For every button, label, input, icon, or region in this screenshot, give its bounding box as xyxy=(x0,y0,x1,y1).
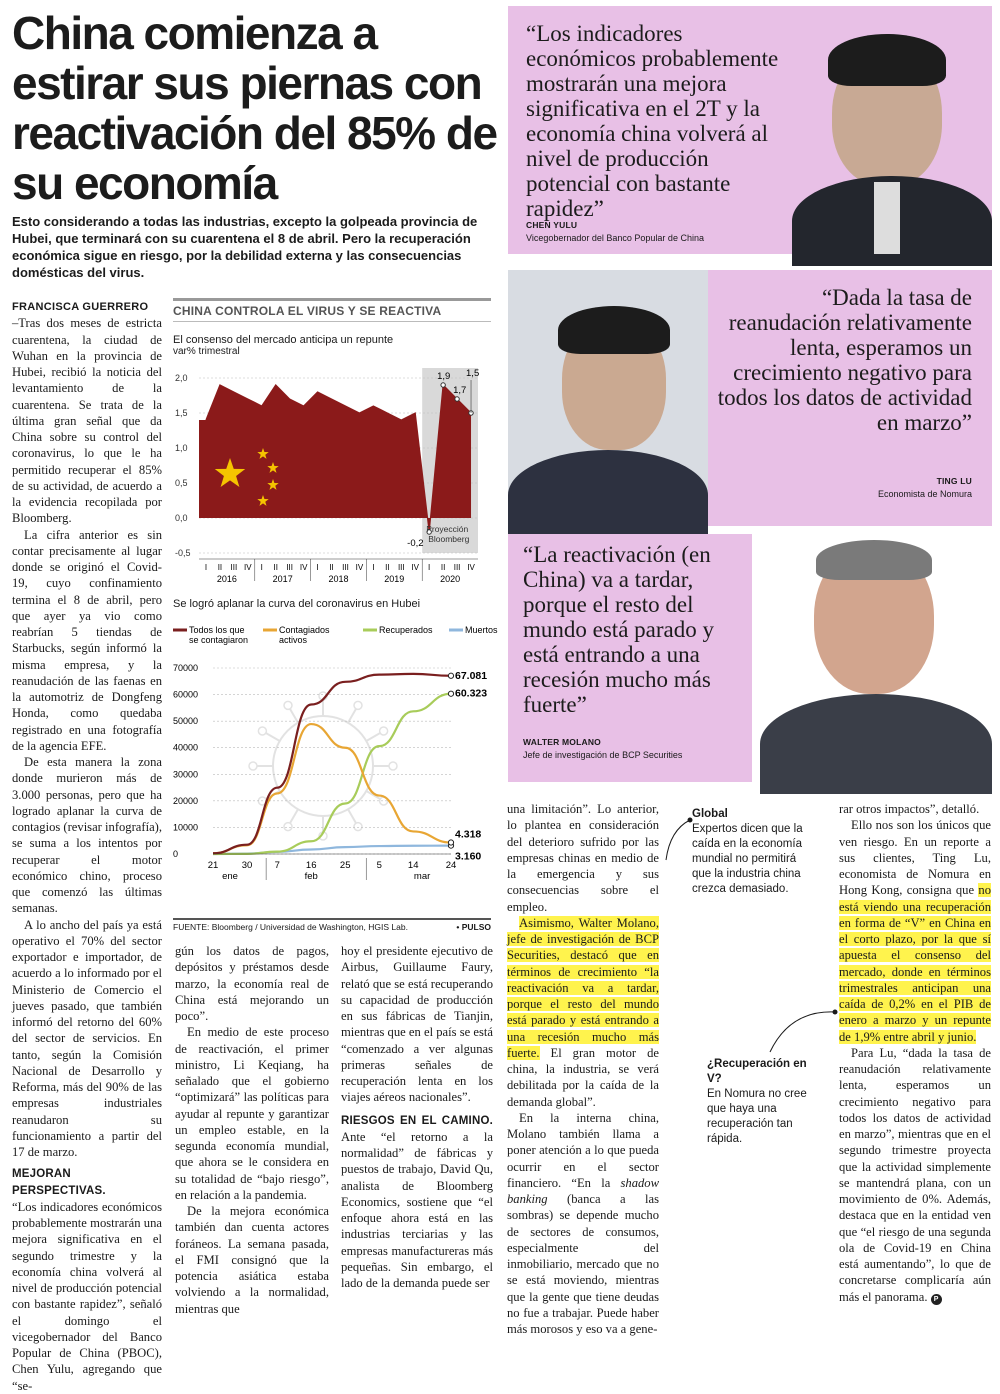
end-point xyxy=(448,840,453,845)
virus-spike-tip xyxy=(284,701,292,709)
paragraph: gún los datos de pagos, depósitos y préstamos desde marzo, la economía real de China está mejorando un poco”. xyxy=(175,944,329,1023)
virus-spike xyxy=(290,809,298,823)
legend-label: activos xyxy=(279,635,308,645)
arrow-global xyxy=(666,820,690,860)
x-tick-label: IV xyxy=(244,563,252,572)
x-tick-label: IV xyxy=(411,563,420,572)
portrait-ting-lu xyxy=(508,270,708,526)
paragraph: A lo ancho del país ya está operativo el 70% del sector exportador e importador, de acuerdo a lo informado por el Ministerio de Comercio el jueves pasado, que también informó del retorno del 60% del sector de servicios. En tanto, según la Comisión Nacional de Desarrollo y Reforma, más del 90% de las empresas industriales reanudaron su funcionamiento a partir del 17 de marzo. xyxy=(12,917,162,1159)
paragraph-text: (banca a las sombras) se depende mucho de sectores de consumos, especialmente del inmobiliario, mercado que no se está moviendo, mientras que la gente que tiene deudas no fue a trabajar. Puede haber más morosos y eso va a gene- xyxy=(507,1192,659,1336)
highlighted-text: Asimismo, Walter Molano, jefe de investigación de BCP Securities, destacó que en términos de crecimiento “la reactivación va a tardar, porque el resto del mundo está parado y está entrando a una recesión mucho más fuerte. xyxy=(507,915,659,1060)
portrait-walter-molano xyxy=(752,534,992,782)
subhead-riesgos: RIESGOS EN EL CAMINO. xyxy=(341,1114,493,1127)
quote-author-name: TING LU xyxy=(936,476,972,486)
month-label: ene xyxy=(222,871,238,882)
x-tick-label: IV xyxy=(355,563,364,572)
end-value-label: 67.081 xyxy=(455,669,488,682)
x-tick-label: 30 xyxy=(241,860,253,871)
quote-author-role: Economista de Nomura xyxy=(877,489,972,499)
highlighted-text: no está viendo una recuperación en forma de “V” en China en el corto plazo, por la que sí apuesta el consenso del mercado, donde en términos trimestrales anticipan una caída de 0,2% en el PIB de enero a marzo y un repunte de 1,9% entre abril y junio. xyxy=(839,883,991,1044)
x-tick-label: I xyxy=(316,563,319,572)
arrow-v xyxy=(770,1012,835,1052)
sidebar-v-text: En Nomura no cree que haya una recuperación tan rápida. xyxy=(707,1088,807,1145)
x-tick-label: 7 xyxy=(274,860,280,871)
y-tick-label: 50000 xyxy=(173,716,199,727)
paragraph: rar otros impactos”, detalló. xyxy=(839,802,980,816)
gdp-chart-title: El consenso del mercado anticipa un repunte xyxy=(173,334,394,346)
x-tick-label: III xyxy=(230,563,238,572)
data-point xyxy=(455,397,459,401)
x-tick-label: 14 xyxy=(407,860,419,871)
virus-illustration-icon xyxy=(249,692,397,840)
article-column-3 xyxy=(341,943,493,1291)
virus-spike xyxy=(290,709,298,723)
quote-card-walter-molano xyxy=(508,534,992,782)
x-tick-label: II xyxy=(217,563,223,572)
x-tick-label: III xyxy=(397,563,405,572)
x-tick-label: II xyxy=(440,563,446,572)
x-tick-label: III xyxy=(342,563,349,572)
paragraph xyxy=(507,1110,659,1338)
x-tick-label: IV xyxy=(299,563,308,572)
y-tick-label: 70000 xyxy=(173,663,199,673)
arrow-dot xyxy=(833,1010,838,1015)
sidebar-recuperacion-v xyxy=(707,1057,817,1147)
month-label: feb xyxy=(304,871,318,882)
y-tick-label: 60000 xyxy=(173,689,199,700)
series-line xyxy=(213,846,451,854)
quote-author-name: WALTER MOLANO xyxy=(523,737,601,747)
quote-author-role: Vicegobernador del Banco Popular de China xyxy=(526,233,704,243)
headline: China comienza a estirar sus piernas con reactivación del 85% de su economía xyxy=(12,7,497,209)
quote-text: “Los indicadores económicos probablemente mostrarán una mejora significativa en el 2T y la economía china volverá al nivel de producción potencial con bastante rapidez” xyxy=(526,21,779,221)
y-tick-label: 0 xyxy=(173,849,179,859)
paragraph: –Tras dos meses de estricta cuarentena, la ciudad de Wuhan en la provincia de Hubei, recibió la noticia del levantamiento de la cuarentena. Se trata de la última gran señal que da China sobre su control del coronavirus, lo que le ha permitido recuperar el 85% de su actividad, de acuerdo a la evidencia recopilada por Bloomberg. xyxy=(12,316,162,526)
quote-text: “La reactivación (en China) va a tardar, porque el resto del mundo está parado y está entrando a una recesión mucho más fuerte” xyxy=(523,542,714,717)
sidebar-v-title: ¿Recuperación en V? xyxy=(707,1058,807,1085)
paragraph xyxy=(507,915,659,1110)
hubei-chart-title: Se logró aplanar la curva del coronavirus en Hubei xyxy=(173,598,421,610)
x-tick-label: 16 xyxy=(305,860,317,871)
portrait-chen-yulu xyxy=(782,6,992,254)
year-label: 2016 xyxy=(216,574,237,584)
x-tick-label: II xyxy=(385,563,390,572)
y-tick-label: -0,5 xyxy=(175,548,191,558)
sidebar-global xyxy=(692,807,812,897)
y-tick-label: 0,5 xyxy=(175,478,188,488)
paragraph-text: En la interna china, Molano también llama a poner atención a lo que pueda ocurrir en el sector financiero. “En la xyxy=(507,1110,659,1190)
end-mark: P xyxy=(931,1294,942,1305)
emphasis-text: shadow banking xyxy=(507,1175,659,1206)
x-tick-label: 24 xyxy=(445,860,457,871)
paragraph-text: Para Lu, “dada la tasa de reanudación relativamente lenta, esperamos un crecimiento negativo para todos los datos de actividad en marzo”, mientras que en el segundo trimestre proyecta que la actividad simplemente se mantendrá plana, con un movimiento de 0%. Además, destaca que en la entidad ven que “el riesgo de una segunda ola de Covid-19 en China está aumentando”, lo que de concretarse complicaría aún más el panorama. xyxy=(839,1045,991,1304)
end-value-label: 60.323 xyxy=(455,687,488,700)
y-tick-label: 10000 xyxy=(173,822,199,833)
year-label: 2019 xyxy=(384,574,405,584)
paragraph: De esta manera la zona donde murieron más de 3.000 personas, pero que ha logrado aplanar la curva de contagios (revisar infografía), se suma a los intentos por recuperar el motor económico chino, proceso que comenzó las últimas semanas. xyxy=(12,755,163,916)
virus-spike xyxy=(348,809,356,823)
paragraph: “Los indicadores económicos probablemente mostrarán una mejora significativa en el segundo trimestre y la economía china volverá al nivel de producción potencial con bastante rapidez”, señaló el domingo el vicegobernador del Banco Popular de China (PBOC), Chen Yulu, agregando que “se- xyxy=(12,1199,162,1393)
paragraph xyxy=(341,1112,493,1292)
end-value-label: 4.318 xyxy=(455,828,482,841)
data-label: 1,9 xyxy=(437,371,451,382)
legend-label: Contagiados xyxy=(279,625,330,635)
projection-label: Bloomberg xyxy=(428,534,470,544)
article-column-1 xyxy=(12,299,162,1394)
x-tick-label: II xyxy=(329,563,334,572)
year-label: 2018 xyxy=(328,574,349,584)
virus-spike-tip xyxy=(284,823,292,831)
paragraph: La cifra anterior es sin contar precisamente al lugar donde se originó el Covid-19, cuyo confinamiento termina el 8 de abril, pero que ayer ya vio como reabrían 5 tiendas de Starbucks, según informó la misma empresa, y la reanudación de las faenas en la automotriz de Dongfeng Honda, como quedaba registrado en una fotografía de la agencia EFE. xyxy=(12,527,162,753)
end-point xyxy=(448,673,453,678)
y-tick-label: 30000 xyxy=(173,769,199,780)
article-column-2 xyxy=(175,943,329,1317)
paragraph: una limitación”. Lo anterior, lo plantea en consideración del deterioro sufrido por las empresas chinas en medio de la emergencia y sus consecuencias sobre el empleo. xyxy=(507,802,659,914)
hubei-chart xyxy=(173,616,498,926)
y-tick-label: 1,0 xyxy=(175,443,188,453)
year-label: 2020 xyxy=(440,574,461,584)
article-column-5 xyxy=(839,801,991,1305)
virus-spike-tip xyxy=(389,762,397,770)
virus-spike-tip xyxy=(354,823,362,831)
quote-card-ting-lu xyxy=(508,270,992,526)
sidebar-global-text: Expertos dicen que la caída en la economía mundial no permitirá que la industria china crezca demasiado. xyxy=(692,823,803,895)
paragraph xyxy=(839,817,991,1045)
byline: FRANCISCA GUERRERO xyxy=(12,301,149,313)
paragraph-text: El gran motor de china, la industria, se verá debilitada por la caída de la demanda global”. xyxy=(507,1045,659,1109)
virus-spike-tip xyxy=(354,701,362,709)
virus-spike xyxy=(348,709,356,723)
gdp-chart xyxy=(173,338,491,584)
projection-label: Proyección xyxy=(426,524,469,534)
series-line xyxy=(213,724,451,853)
article-column-4 xyxy=(507,801,659,1337)
x-tick-label: I xyxy=(428,563,431,572)
x-tick-label: I xyxy=(204,563,208,572)
virus-spike xyxy=(266,733,280,741)
quote-author-role: Jefe de investigación de BCP Securities xyxy=(523,750,683,760)
x-tick-label: 5 xyxy=(376,860,382,871)
x-tick-label: II xyxy=(273,563,278,572)
y-tick-label: 2,0 xyxy=(175,373,188,383)
y-tick-label: 0,0 xyxy=(175,513,188,523)
legend-label: Muertos xyxy=(465,625,498,635)
paragraph xyxy=(839,1045,991,1305)
series-line xyxy=(213,674,451,853)
x-tick-label: III xyxy=(286,563,294,572)
data-label: -0,2 xyxy=(407,538,424,549)
paragraph: De la mejora económica también dan cuenta actores foráneos. La semana pasada, el FMI consignó que la potencia asiática estaba volviendo a la normalidad, mientras que xyxy=(175,1204,329,1316)
data-label: 1,7 xyxy=(453,385,467,396)
legend-label: Todos los que xyxy=(189,625,245,635)
end-value-label: 3.160 xyxy=(455,850,482,863)
paragraph: hoy el presidente ejecutivo de Airbus, Guillaume Faury, relató que se está recuperando su capacidad de producción en sus fábricas de Tianjin, mientras que en el país se está “comenzado a ver algunas primeras señales de recuperación lenta en los viajes aéreos nacionales”. xyxy=(341,944,493,1105)
deck: Esto considerando a todas las industrias, excepto la golpeada provincia de Hubei, que terminará con su cuarentena el 8 de abril. Pero la recuperación económica sigue en riesgo, por la debilidad externa y las consecuencias domésticas del virus. xyxy=(12,214,478,280)
sidebar-global-title: Global xyxy=(692,808,728,820)
end-point xyxy=(448,691,453,696)
quote-text: “Dada la tasa de reanudación relativamente lenta, esperamos un crecimiento negativo para todos los datos de actividad en marzo” xyxy=(717,285,972,435)
legend-label: Recuperados xyxy=(379,625,433,635)
virus-spike-tip xyxy=(380,727,388,735)
data-point xyxy=(441,383,445,387)
paragraph-text: Ello nos son los únicos que ven riesgo. En un reporte a sus clientes, Ting Lu, economista de Nomura en Hong Kong, consigna que xyxy=(839,818,991,898)
y-tick-label: 40000 xyxy=(173,742,199,753)
x-tick-label: IV xyxy=(467,563,475,572)
legend-label: se contagiaron xyxy=(189,635,249,645)
virus-spike xyxy=(366,733,380,741)
virus-spike-tip xyxy=(249,762,257,770)
quote-card-chen-yulu xyxy=(508,6,992,254)
subhead-mejoran: MEJORAN PERSPECTIVAS. xyxy=(12,1168,106,1197)
month-label: mar xyxy=(413,871,431,882)
x-tick-label: I xyxy=(372,563,375,572)
paragraph-text: Ante “el retorno a la normalidad” de fábricas y puestos de trabajo, David Qu, analista de Bloomberg Economics, sostiene que “el enfoque ahora está en las industrias terciarias y las empresas manufactureras más pequeñas. Sin embargo, el lado de la demanda puede ser xyxy=(341,1129,493,1290)
year-label: 2017 xyxy=(272,574,293,584)
x-tick-label: 25 xyxy=(339,860,351,871)
infographic xyxy=(173,298,498,938)
paragraph: En medio de este proceso de reactivación, el primer ministro, Li Keqiang, ha señalado que el gobierno “optimizará” las políticas para ayudar al repunte y garantizar un empleo estable, en la segunda economía mundial, que ahora se le considera en su totalidad de “bajo riesgo”, en relación a la pandemia. xyxy=(175,1025,329,1202)
y-tick-label: 20000 xyxy=(173,795,199,806)
virus-spike-tip xyxy=(258,727,266,735)
data-label: 1,5 xyxy=(466,368,480,379)
gdp-chart-subtitle: var% trimestral xyxy=(173,346,240,357)
quote-author-name: CHEN YULU xyxy=(526,220,578,230)
infographic-title: CHINA CONTROLA EL VIRUS Y SE REACTIVA xyxy=(173,304,442,318)
infographic-source: FUENTE: Bloomberg / Universidad de Washington, HGIS Lab. xyxy=(173,922,408,932)
x-tick-label: III xyxy=(453,563,461,572)
x-tick-label: I xyxy=(260,563,263,572)
pulso-brand: • PULSO xyxy=(456,922,491,932)
x-tick-label: 21 xyxy=(207,860,219,871)
y-tick-label: 1,5 xyxy=(175,408,188,418)
